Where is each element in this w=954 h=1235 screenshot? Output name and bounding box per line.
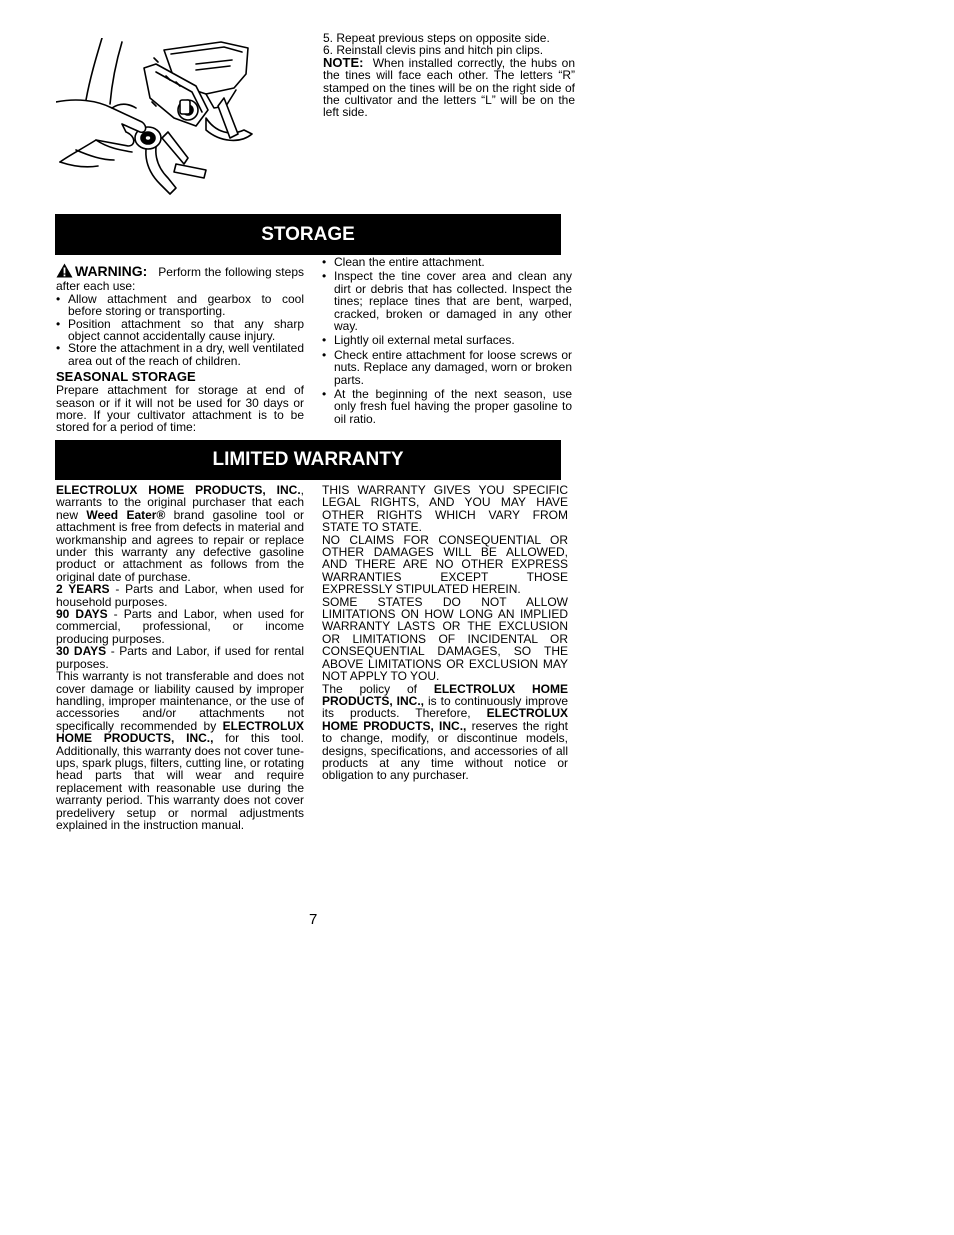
step-item: 5. Repeat previous steps on opposite side. <box>323 31 550 45</box>
list-item: • At the beginning of the next season, use only fresh fuel having the proper gasoline to oil ratio. <box>322 388 572 425</box>
storage-left-column <box>56 263 304 434</box>
warranty-term-household <box>56 583 304 608</box>
storage-right-bullets <box>322 256 572 425</box>
list-item: • Store the attachment in a dry, well ventilated area out of the reach of children. <box>56 342 304 367</box>
term-label: 90 DAYS <box>56 607 108 622</box>
warranty-left-column <box>56 484 304 831</box>
warranty-title: LIMITED WARRANTY <box>212 449 404 470</box>
exclusions-text-2: for this tool. Additionally, this warranty does not cover tune-ups, spark plugs, filters, cutting line, or rotating head parts that will wear and require replacement with reasonable use during the warranty period. This warranty does not cover predelivery setup or normal adjustments explained in the instruction manual. <box>56 731 304 832</box>
term-text: - Parts and Labor, if used for rental purposes. <box>56 644 304 671</box>
storage-left-bullets <box>56 293 304 367</box>
step-item: 6. Reinstall clevis pins and hitch pin clips. <box>323 43 544 58</box>
list-item: • Clean the entire attachment. <box>322 256 572 268</box>
storage-right-column <box>322 256 572 425</box>
page-number: 7 <box>309 911 318 928</box>
company-name: ELECTROLUX HOME PRODUCTS, INC., <box>322 681 568 708</box>
policy-text: The policy of <box>322 681 434 696</box>
warranty-intro-text: , warrants to the original purchaser that each new <box>56 483 304 522</box>
seasonal-storage-heading: SEASONAL STORAGE <box>56 369 196 385</box>
list-item: • Inspect the tine cover area and clean any dirt or debris that has collected. Inspect the tines; replace tines that are bent, warped, cracked, broken or damaged in any other way. <box>322 270 572 332</box>
warranty-term-commercial <box>56 608 304 645</box>
list-item: • Allow attachment and gearbox to cool before storing or transporting. <box>56 293 304 318</box>
list-item: • Check entire attachment for loose screws or nuts. Replace any damaged, worn or broken parts. <box>322 349 572 386</box>
warranty-right-column <box>322 484 568 782</box>
company-name: ELECTROLUX HOME PRODUCTS, INC. <box>56 483 301 497</box>
list-item: • Position attachment so that any sharp object cannot accidentally cause injury. <box>56 318 304 343</box>
warranty-intro-text-2: brand gasoline tool or attachment is free from defects in material and workmanship and agrees to repair or replace under this warranty any defective gasoline product or attachment as follows from the original date of purchase. <box>56 507 304 584</box>
brand-name: Weed Eater® <box>86 507 166 522</box>
storage-title: STORAGE <box>261 223 355 245</box>
warranty-exclusions <box>56 670 304 831</box>
term-label: 30 DAYS <box>56 644 107 659</box>
term-label: 2 YEARS <box>56 582 110 597</box>
seasonal-storage-text: Prepare attachment for storage at end of season or if it will not be used for 30 days or more. If your cultivator attachment is to be stored for a period of time: <box>56 383 304 435</box>
policy-text-2: is to continuously improve its products. Therefore, <box>322 693 568 721</box>
note-label: NOTE: <box>323 54 364 70</box>
install-note <box>323 54 575 120</box>
company-name: ELECTROLUX HOME PRODUCTS, INC., <box>322 706 568 733</box>
policy-text-3: reserves the right to change, modify, or discontinue models, designs, specifications, and accessories of all products at any time without notice or obligation to any purchaser. <box>322 718 569 783</box>
cultivator-tine-illustration <box>56 38 276 204</box>
warranty-state-limitations: SOME STATES DO NOT ALLOW LIMITATIONS ON HOW LONG AN IMPLIED WARRANTY LASTS OR THE EXCLUSION OR LIMITATIONS OF INCIDENTAL OR CONSEQUENTIAL DAMAGES, SO THE ABOVE LIMITATIONS OR EXCLUSION MAY NOT APPLY TO YOU. <box>322 594 568 684</box>
term-text: - Parts and Labor, when used for household purposes. <box>56 582 304 609</box>
exclusions-text: This warranty is not transferable and does not cover damage or liability caused by improper handling, improper maintenance, or the use of accessories and/or attachments not specifically recommended by <box>56 669 304 733</box>
warranty-no-claims: NO CLAIMS FOR CONSEQUENTIAL OR OTHER DAMAGES WILL BE ALLOWED, AND THERE ARE NO OTHER EXPRESS WARRANTIES EXCEPT THOSE EXPRESSLY STIPULATED HEREIN. <box>322 532 568 597</box>
storage-section-header <box>55 214 561 255</box>
install-steps <box>323 32 575 119</box>
storage-warning <box>56 263 304 293</box>
warning-text: Perform the following steps after each use: <box>56 265 304 294</box>
warranty-section-header <box>55 440 561 480</box>
warning-label: WARNING: <box>75 263 148 279</box>
term-text: - Parts and Labor, when used for commercial, professional, or income producing purposes. <box>56 607 304 646</box>
warranty-term-rental <box>56 645 304 670</box>
list-item: • Lightly oil external metal surfaces. <box>322 334 572 346</box>
company-name: ELECTROLUX HOME PRODUCTS, INC., <box>56 718 304 746</box>
warranty-policy <box>322 683 568 782</box>
warning-icon <box>56 263 73 280</box>
note-text: When installed correctly, the hubs on the tines will face each other. The letters “R” stamped on the tines will be on the right side of the cultivator and the letters “L” will be on the left side. <box>323 55 575 120</box>
warranty-legal-rights: THIS WARRANTY GIVES YOU SPECIFIC LEGAL RIGHTS, AND YOU MAY HAVE OTHER RIGHTS WHICH VARY FROM STATE TO STATE. <box>322 483 568 535</box>
warranty-intro <box>56 484 304 583</box>
